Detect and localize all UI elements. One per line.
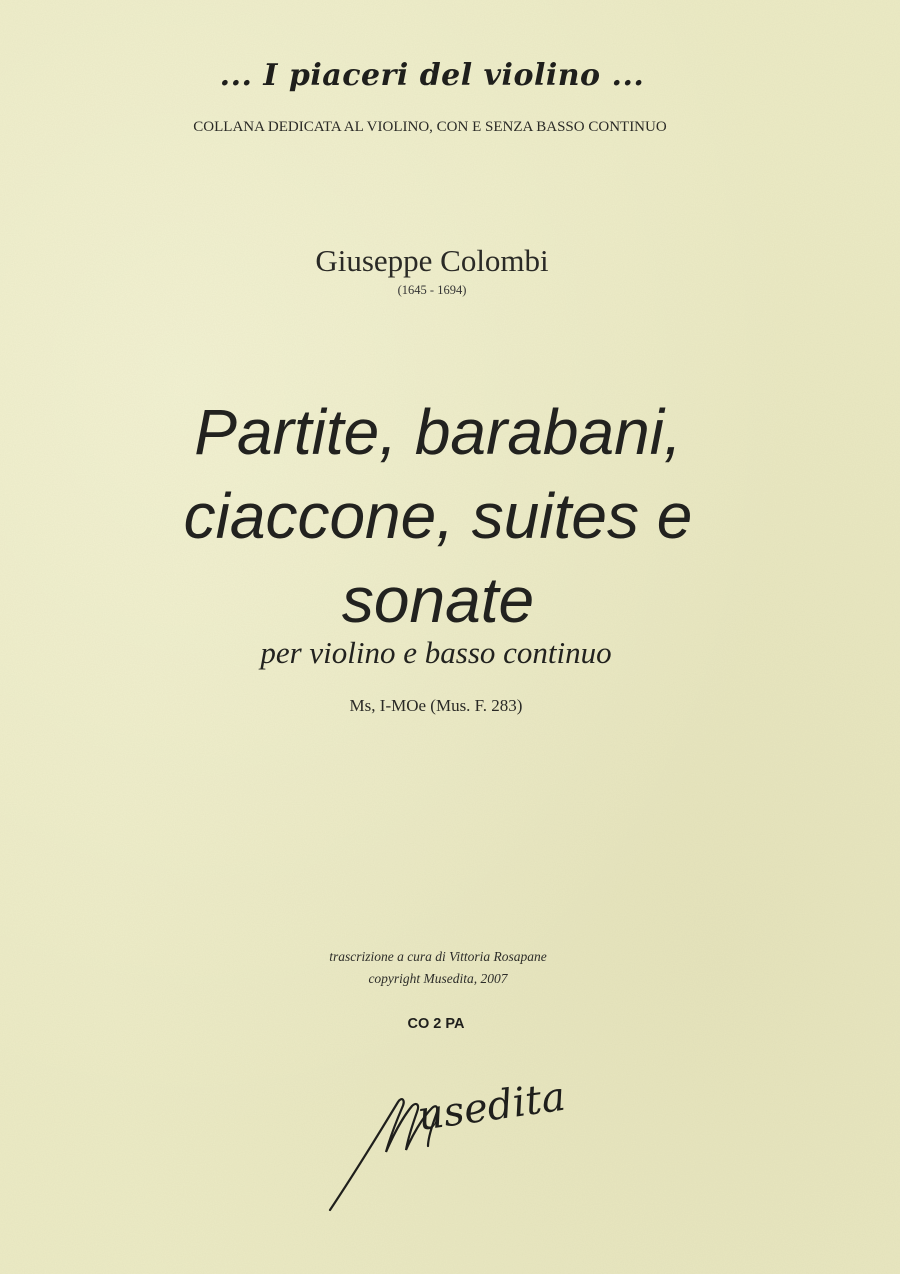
instrumentation: per violino e basso continuo <box>260 635 612 670</box>
series-title: ... I piaceri del violino ... <box>219 58 645 93</box>
svg-text:usedita: usedita <box>414 1073 569 1140</box>
composer-dates: (1645 - 1694) <box>397 283 467 297</box>
composer-name: Giuseppe Colombi <box>315 243 549 278</box>
catalog-number: CO 2 PA <box>407 1016 465 1032</box>
manuscript-source: Ms, I-MOe (Mus. F. 283) <box>349 696 523 715</box>
musedita-signature-logo-icon <box>320 1060 570 1220</box>
copyright-notice: copyright Musedita, 2007 <box>368 971 508 986</box>
transcription-credit: trascrizione a cura di Vittoria Rosapane <box>329 949 547 964</box>
work-title-line-1: Partite, barabani, <box>194 396 682 468</box>
credits <box>0 946 888 990</box>
work-title-line-3: sonate <box>341 564 535 636</box>
work-title-line-2: ciaccone, suites e <box>183 480 693 552</box>
work-title <box>0 390 888 642</box>
series-subtitle: COLLANA DEDICATA AL VIOLINO, CON E SENZA BASSO CONTINUO <box>193 119 667 135</box>
